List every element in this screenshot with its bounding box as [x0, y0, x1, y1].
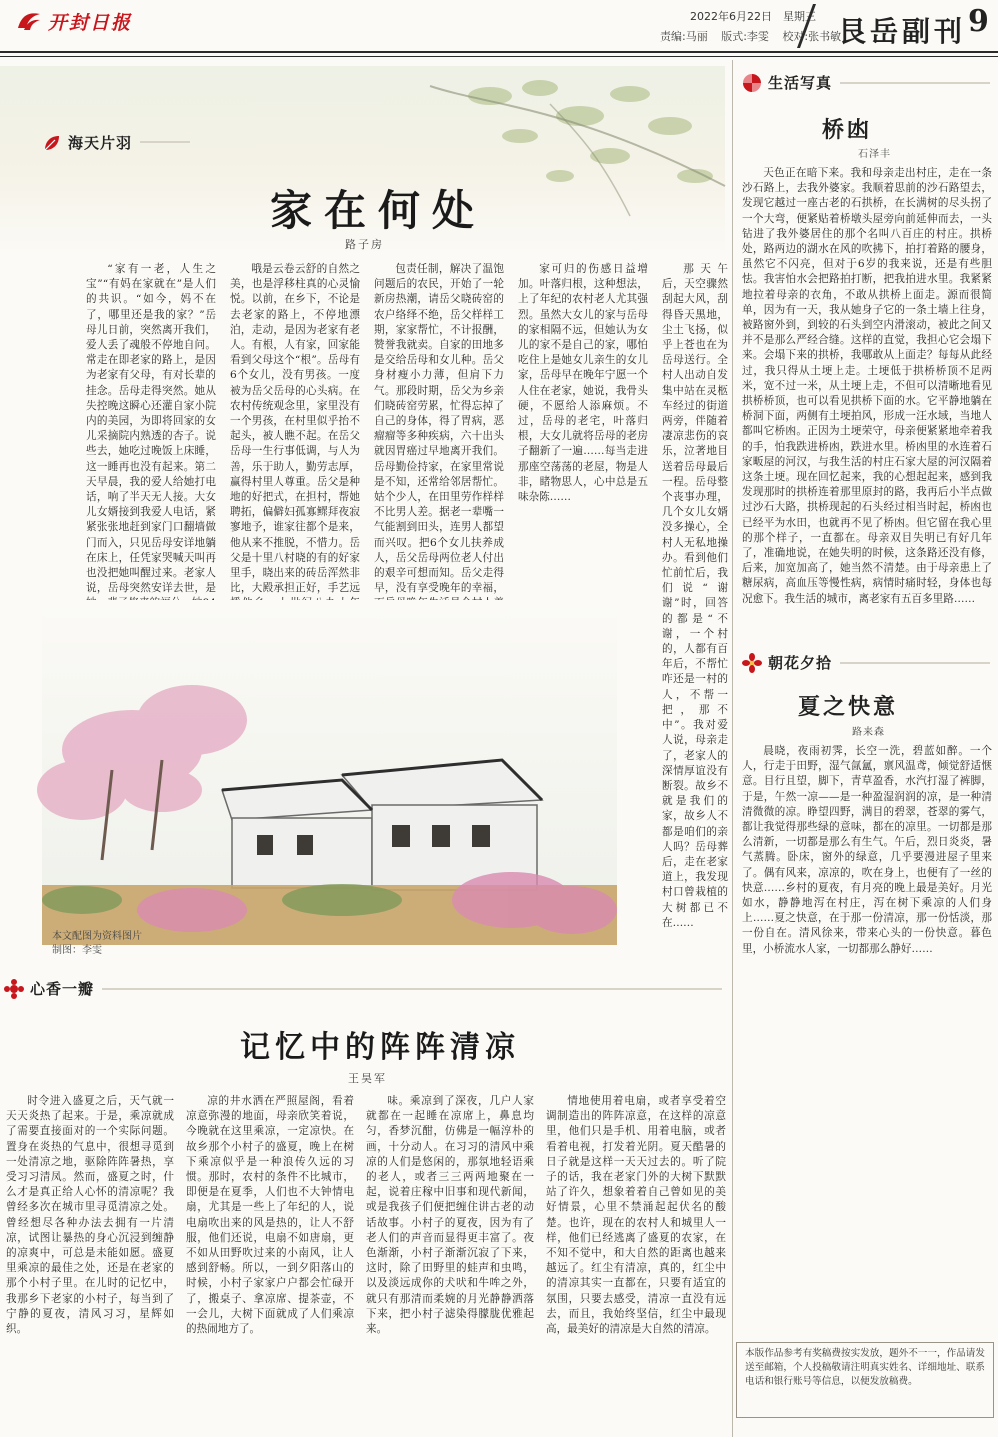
article1-author: 路子房: [345, 238, 384, 251]
column-tag-xinxiangyiban: [4, 978, 94, 999]
article2-title: 记忆中的阵阵清凉: [240, 1030, 520, 1065]
blossom-icon: [742, 653, 762, 673]
submission-notice: [736, 1342, 994, 1418]
page-number: 9: [968, 4, 989, 39]
tag-underline: [140, 141, 190, 143]
illustration-caption: [52, 930, 142, 958]
article1-col3-text: 包责任制，解决了温饱问题后的农民，开始了一轮新房热潮，请岳父晓砖窑的农户络绎不绝，岳父样样工期，家家帮忙，不计报酬，赞誉我就卖。自家的田地多是交给岳母和女儿种。岳父身材瘦小力薄，但肩下力气。那段时期，岳父为乡亲们晓砖窑劳累，忙得忘掉了自己的身体，得了胃病，恶瘤瘤等多种疾病，六十出头就因胃癌过早地离开我们。岳母勤俭持家，在家里常说是不知，还常给邻居帮忙。姑个少人，在田里劳作样样不比男人差。据老一辈嘴一气能割到田头，连男人都望而兴叹。把6个女儿扶养成人，岳父岳母两位老人付出的艰辛可想而知。岳父走得早，没有享受晚年的幸福，: [374, 263, 504, 595]
notice-text: 本版作品参考有奖稿费按实发放，题外不一一，作品请发送至邮箱，个人投稿敬请注明真实姓名、详细地址、联系电话和银行账号等信息，以便发放稿费。: [745, 1348, 985, 1387]
article3-title: 桥凼: [822, 118, 873, 143]
article4-author: 路来森: [852, 727, 885, 738]
editor-duty: 责编:马丽: [660, 30, 708, 43]
pinwheel-icon: [742, 73, 762, 93]
column-tag-haitianpianyu: [42, 132, 132, 153]
article1-col2-text: 哦是云卷云舒的自然之美，也是浮移柱真的心灵愉悦。以前，在乡下，不论是去老家的路上，不停地漂泊，走动，是因为老家有老人。有根，人有家，回家能看到父母这个“根”。岳母有6个女儿，没有男孩。一度被为岳父岳母的心头病。在农村传统观念里，家里没有一个男孩，在村里似乎抬不起头，被人瞧不起。在岳父岳母一生行事低调，与人为善，乐于助人，勤劳志厚，赢得村里人尊重。岳父是种地的好把式，在担村，帮她聘拓，偏僻妇孤寡鳏拜夜寂寥地予，谁家往都个是来，他从来不推脱，不惜力。岳父是十里八村晓的有的好家里手，晓出来的砖岳浑然非比，大殿承担正好，手艺远: [230, 263, 360, 595]
tag-underline: [840, 82, 990, 84]
caption-line-1: 本文配图为资料图片: [52, 931, 142, 942]
article3-author: 石泽丰: [858, 149, 891, 160]
section-title: 艮岳副刊: [838, 15, 967, 48]
leaf-icon: [42, 133, 62, 153]
editor-layout: 版式:李雯: [721, 30, 769, 43]
caption-line-2: 制图：李雯: [52, 945, 102, 956]
article2-col1-text: 时令进入盛夏之后，天气就一天天炎热了起来。于是，乘凉就成了需要直接面对的一个实际问题。置身在炎热的气息中，很想寻觅到一处清凉之地，驱除阵阵暑热，享受习习清凤。然而，盛夏之时，什么才是真正给人心怀的清凉呢？我曾经多次在城市里寻觅清凉之处。曾经想尽各种办法去拥有一片清凉，试图让暴热的身心沉浸到缠静的凉爽中，可总是未能如愿。盛夏里乘凉的最佳之处，还是在老家的那个小村子里。在儿时的记忆中，我那乡下老家的小村子，每当到了宁静的夏夜，清风习习，星辉如织。: [6, 1095, 174, 1336]
article2-column-4: [546, 1094, 726, 1432]
column-tag-label: 海天片羽: [68, 134, 133, 152]
article2-column-1: [6, 1094, 174, 1432]
article2-author: 王昊军: [348, 1072, 387, 1085]
article1-column-1: [86, 262, 216, 600]
right-column-divider: [732, 60, 733, 1437]
article3-body: [742, 166, 992, 642]
article2-col2-text: 凉的井水洒在严照屋阁，看着凉意弥漫的地面，母亲欣笑着说，今晚就在这里乘凉，一定凉快。在故乡那个小村子的盛夏，晚上在树下乘凉似乎是一种浪传久远的习惯。那时，农村的条件不比城市，即便是在夏季，人们也不大钟情电扇，尤其是一些上了年纪的人，说电扇吹出来的风是热的，让人不舒服，他们还说，电扇不如唐扇，更不如从田野吹过来的小南风，让人感到舒畅。所以，一到夕阳落山的时候，小村子家家户户都会忙碌开了，搬桌子、拿凉席、提茶壶，不一会儿，大树下面就成了人们乘凉的热闹地方了。: [186, 1095, 354, 1336]
article2-col4-text: 情地使用着电扇，或者享受着空调制造出的阵阵凉意，在这样的凉意里，他们只是手机、用着电脑，或者看着电视，打发着光阴。夏天酷暑的日子就是这样一天天过去的。听了院子的话，我在老家门外的大树下默默站了许久，想象着着自己曾如见的美好情景，心里不禁涌起起伏名的酸楚。也许，现在的农村人和城里人一样，他们已经逃离了盛夏的农家，在不知不觉中，和大自然的距离也越来越远了。红尘有清凉，真的，红尘中的清凉其实一直都在，只要有适宜的氛围，只要去感受，清凉一直没有远去，而且，我始终坚信，红尘中最现高，最美好的清凉是大自然的清凉。: [546, 1095, 726, 1336]
column-tag-zhaohuaxishi: [742, 652, 832, 673]
article3-body-text: 天色正在暗下来。我和母亲走出村庄，走在一条沙石路上，去我外婆家。我顺着思前的沙石路望去，发现它越过一座古老的石拱桥，在长满树的尽头拐了一个大弯，便紧贴着桥墩头屋旁向前延伸而去，一头钻进了我外婆居住的那个名叫八百庄的村庄。拱桥处，路两边的湖水在风的吹拂下，拍打着路的腰身，虽然它不闪亮，但对于6岁的我来说，还是有些胆怯。我害怕水会把路拍打断，把我拍进水里。我紧紧地拉着母亲的衣角，不敢从拱桥上面走。源而很简单，因为有一天，我从她身子它的一条土墙上往身，被路窗外到，到较的石头到空内滑滚动，被此之间又并不是那么严经合缝。这样的直觉，我担心它会塌下来。会塌下来的拱桥，我哪敢从上面走？每每从此经过，我只得从土埂上走。土埂低于拱桥桥顶不足两米，宽不过一米，从土埂上走，不但可以清晰地看见拱桥桥顶，也可以看见拱桥下面的水。它平静地躺在桥洞下面，两侧有土埂拍风，形成一汪水域，当地人都叫它桥凼。正因为土埂荣守，母亲便紧紧地牵着我的手，怕我跌进桥凼，跌进水里。桥凼里的水连着石家畈屋的河汉，与我生活的村庄石家大屋的河汉隔着这条土埂。现在回忆起来，我的心想起起来，感到我发现那时的拱桥连着那里原封的路，我再后小半点做过沙石大路，拱桥现起的石头经过相当时起，桥凼也已经平为水田，也就再不见了桥凼。但它留在我心里的那个样子，一直都在。母亲双目失明已有好几年了，准确地说，在她失明的时候，这条路还没有修，后来，加宽加高了，她当然不清楚。由于母亲患上了糖尿病，高血压等慢性病，病情时痛时轻，身体也每况愈下。我生活的城市，离老家有五百多里路……: [742, 167, 992, 605]
logo-text: 开封日报: [48, 11, 133, 34]
flower-icon: [4, 979, 24, 999]
article2-column-2: [186, 1094, 354, 1432]
article1-title: 家在何处: [270, 186, 487, 235]
article1-column-5: [662, 262, 728, 942]
article2-column-3: [366, 1094, 534, 1432]
tag-underline: [840, 662, 990, 664]
editor-proof: 校对:张书敏: [782, 30, 842, 43]
header-rule: [0, 51, 998, 53]
header-rule-thin: [0, 56, 998, 57]
masthead: [16, 6, 132, 36]
column-tag-label: 朝花夕拾: [768, 654, 833, 672]
tag-underline: [102, 988, 722, 990]
article1-column-2: [230, 262, 360, 600]
article1-column-3: [374, 262, 504, 600]
article1-col4-text: 家可归的伤感日益增加。叶落归根，这种想法，上了年纪的农村老人尤其强烈。虽然大女儿的家与岳母的家相隔不远，但她认为女儿的家不是自己的家，哪怕吃住上是她女儿亲生的女儿家，岳母早在晚年宁愿一个人住在老家，她说，我骨头硬，不愿给人添麻烦。不过，岳母的老宅，叶落归根，大女儿就将岳母的老房子翻新了一遍……每当走进那座空荡荡的老屋，物是人非，睹物思人，心中总是五味杂陈……: [518, 263, 648, 504]
article1-column-4: [518, 262, 648, 600]
column-tag-label: 心香一瓣: [30, 980, 95, 998]
article4-body-text: 晨晓，夜雨初霁，长空一洗，碧蓝如醉。一个人，行走于田野，湿气氤氲，禀风温鸢，倾觉舒适惬意。目行且望，脚下，青草盈香，水汽打湿了裤脚，于是，午然一凉——是一种盈湿润润的凉，是一种清清微微的凉。睁望四野，满目的碧翠，苍翠的雾气，都让我觉得那些绿的意味，都在的凉里。一切都是那么清新，一切都是那么有生气。午后，烈日炎炎，暑气蒸腾。卧床，窗外的绿意，几乎要漫进屋子里来了。偶有风来，凉凉的，吹在身上，也便有了一丝的快意……乡村的夏夜，有月亮的晚上最是美好。月光如水，静静地泻在村庄，泻在树下乘凉的人们身上……夏之快意，在于那一份清凉，那一份恬淡，那一份自在。清风徐来，带来心头的一份快意。暮色里，小桥流水人家，一切都那么静好……: [742, 745, 992, 955]
article1-col5-text: 那天午后，天空骤然刮起大风，刮得昏天黑地，尘土飞扬，似乎上苍也在为岳母送行。全村人出动自发集中站在灵柩车经过的街道两旁，伴随着凄凉悲伤的哀乐，泣著地目送着岳母最后一程。岳母整个丧事办理，几个女儿女婿没多操心，全村人无私地操办。看到他们忙前忙后，我们说“谢谢”时，回答的都是“不谢，一个村的，人都有百年后，不帮忙咋还是一村的人，不帮一把，那不中”。我对爱人说，母亲走了，老家人的深情厚谊没有断裂。故乡不就是我们的家，故乡人不都是咱们的亲人吗？岳母葬后，走在老家道上，我发现村口曾栽植的大树都已不在……: [662, 263, 728, 929]
column-tag-shenghuoxiezhen: [742, 72, 832, 93]
logo-icon: [16, 10, 42, 32]
article2-col3-text: 味。乘凉到了深夜，几户人家就都在一起睡在凉席上，鼻息均匀，香梦沉酣，仿佛是一幅淳朴的画，十分动人。在习习的清风中乘凉的人们是悠闲的，那氛地轻语乘的老人，或者三三两两地聚在一起，说着庄稼中旧事和现代新闻，或是我孩子们便把缠住讲古老的动话故事。小村子的夏夜，因为有了老人们的声音而显得更丰富了。夜色渐渐，小村子渐渐沉寂了下来，这时，除了田野里的蛙声和虫鸣，以及淡远成你的犬吠和牛哞之外，就只有那清而柔婉的月光静静洒落下来，把小村子滤染得朦胧优雅起来。: [366, 1095, 534, 1336]
article4-body: [742, 744, 992, 1334]
village-illustration: [42, 600, 617, 945]
editor-credits: [660, 28, 851, 44]
issue-date: 2022年6月22日 星期三: [690, 10, 816, 23]
column-tag-label: 生活写真: [768, 74, 833, 92]
article4-title: 夏之快意: [798, 695, 899, 720]
article1-col1-text: “家有一老，人生之宝”“有妈在家就在”是人们的共识。“如今，妈不在了，哪里还是我的家？”岳母儿日前，突然离开我们，爱人丢了魂般不停地自问。常走在即老家的路上，是因为老家有父母，有对长辈的挂念。岳母走得突然。她从失控晚这瞬心还灌自家小院内的美园，为即将回家的女儿采摘院内熟透的杏子。说些去，她吃过晚饭上床睡，这一睡再也没有起来。第二天早晨，我的爱人给她打电话，响了半天无人接。大女儿女婿接到我爱人电话，紧紧张张地赶到家门口翻墙做门而入，只见岳母安详地躺在床上，任凭家哭喊天叫再也没把她叫醒过来。老家人说，岳母突然安详去世，是: [86, 263, 216, 595]
